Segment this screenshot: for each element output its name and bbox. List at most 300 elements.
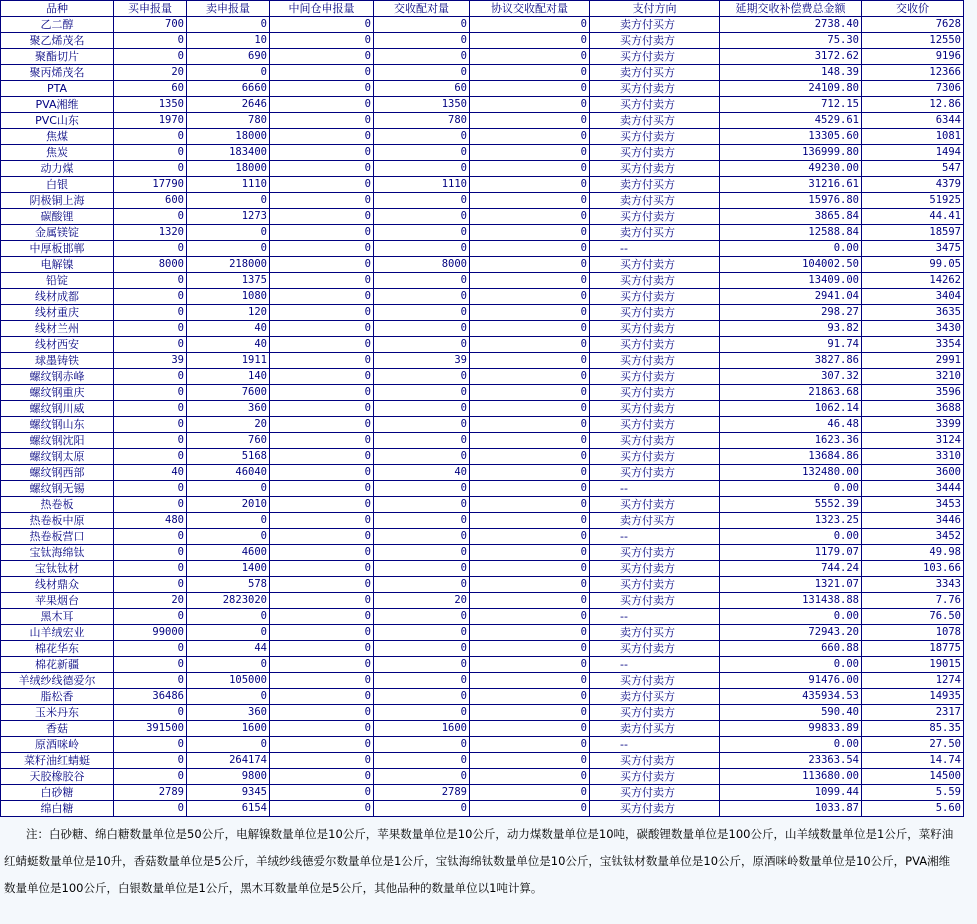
value-cell: 0.00 [720,481,862,497]
value-cell: 23363.54 [720,753,862,769]
value-cell: 17790 [114,177,187,193]
value-cell: 0 [374,337,470,353]
value-cell: 0 [470,273,590,289]
product-name-cell: 焦煤 [1,129,114,145]
table-row [1,433,964,449]
value-cell: 14500 [862,769,964,785]
header-cell: 品种 [1,1,114,17]
product-name-cell: 线材鼎众 [1,577,114,593]
table-row [1,289,964,305]
value-cell: 780 [374,113,470,129]
payment-direction-cell: 买方付卖方 [590,401,720,417]
value-cell: 1350 [374,97,470,113]
value-cell: 40 [187,337,270,353]
payment-direction-cell: 卖方付买方 [590,17,720,33]
table-row [1,769,964,785]
value-cell: 0 [470,785,590,801]
value-cell: 0 [270,609,374,625]
value-cell: 0 [187,529,270,545]
table-row [1,113,964,129]
value-cell: 0 [270,385,374,401]
table-row [1,577,964,593]
value-cell: 0 [114,673,187,689]
table-row [1,257,964,273]
value-cell: 15976.80 [720,193,862,209]
value-cell: 0 [114,369,187,385]
payment-direction-cell: 卖方付买方 [590,625,720,641]
value-cell: 105000 [187,673,270,689]
value-cell: 2738.40 [720,17,862,33]
value-cell: 3430 [862,321,964,337]
value-cell: 10 [187,33,270,49]
value-cell: 1323.25 [720,513,862,529]
value-cell: 0 [374,545,470,561]
table-row [1,177,964,193]
value-cell: 0 [270,593,374,609]
payment-direction-cell: 买方付卖方 [590,273,720,289]
table-row [1,417,964,433]
value-cell: 18775 [862,641,964,657]
value-cell: 0 [114,449,187,465]
value-cell: 0 [470,433,590,449]
product-name-cell: 羊绒纱线德爱尔 [1,673,114,689]
value-cell: 0 [374,753,470,769]
product-name-cell: 线材兰州 [1,321,114,337]
value-cell: 1320 [114,225,187,241]
value-cell: 0 [374,305,470,321]
table-row [1,481,964,497]
value-cell: 0 [114,497,187,513]
value-cell: 132480.00 [720,465,862,481]
value-cell: 0 [374,769,470,785]
value-cell: 7628 [862,17,964,33]
value-cell: 0 [470,161,590,177]
value-cell: 3310 [862,449,964,465]
value-cell: 0 [114,49,187,65]
payment-direction-cell: 买方付卖方 [590,417,720,433]
value-cell: 85.35 [862,721,964,737]
value-cell: 0 [114,129,187,145]
value-cell: 99833.89 [720,721,862,737]
value-cell: 60 [114,81,187,97]
payment-direction-cell: 买方付卖方 [590,257,720,273]
value-cell: 0 [374,289,470,305]
table-row [1,561,964,577]
value-cell: 0 [470,641,590,657]
payment-direction-cell: 买方付卖方 [590,209,720,225]
value-cell: 0 [374,513,470,529]
value-cell: 1321.07 [720,577,862,593]
value-cell: 99000 [114,625,187,641]
value-cell: 0 [374,129,470,145]
value-cell: 0 [270,481,374,497]
value-cell: 2941.04 [720,289,862,305]
value-cell: 9345 [187,785,270,801]
product-name-cell: 阴极铜上海 [1,193,114,209]
payment-direction-cell: 买方付卖方 [590,801,720,817]
value-cell: 3399 [862,417,964,433]
product-name-cell: 热卷板营口 [1,529,114,545]
value-cell: 20 [187,417,270,433]
value-cell: 40 [114,465,187,481]
value-cell: 0 [470,241,590,257]
value-cell: 0 [470,529,590,545]
value-cell: 3446 [862,513,964,529]
payment-direction-cell: 买方付卖方 [590,145,720,161]
value-cell: 0 [470,737,590,753]
product-name-cell: 天胶橡胶谷 [1,769,114,785]
value-cell: 0 [270,689,374,705]
value-cell: 14.74 [862,753,964,769]
value-cell: 3210 [862,369,964,385]
product-name-cell: 线材重庆 [1,305,114,321]
value-cell: 12.86 [862,97,964,113]
table-row [1,657,964,673]
value-cell: 18597 [862,225,964,241]
value-cell: 0 [114,33,187,49]
header-cell: 买申报量 [114,1,187,17]
value-cell: 0 [374,65,470,81]
payment-direction-cell: 买方付卖方 [590,97,720,113]
value-cell: 0 [270,785,374,801]
value-cell: 120 [187,305,270,321]
product-name-cell: 玉米丹东 [1,705,114,721]
value-cell: 0 [470,209,590,225]
value-cell: 3124 [862,433,964,449]
table-row [1,529,964,545]
value-cell: 2823020 [187,593,270,609]
value-cell: 39 [374,353,470,369]
value-cell: 0 [270,177,374,193]
value-cell: 0 [187,689,270,705]
product-name-cell: 中厚板邯郸 [1,241,114,257]
value-cell: 148.39 [720,65,862,81]
value-cell: 104002.50 [720,257,862,273]
payment-direction-cell: 卖方付买方 [590,65,720,81]
value-cell: 0 [470,673,590,689]
value-cell: 0 [470,609,590,625]
value-cell: 12366 [862,65,964,81]
value-cell: 0.00 [720,529,862,545]
value-cell: 0 [374,385,470,401]
table-row [1,17,964,33]
value-cell: 0 [470,449,590,465]
value-cell: 0 [374,401,470,417]
value-cell: 0 [270,801,374,817]
value-cell: 1970 [114,113,187,129]
value-cell: 3475 [862,241,964,257]
product-name-cell: 香菇 [1,721,114,737]
table-row [1,625,964,641]
value-cell: 3452 [862,529,964,545]
value-cell: 0 [374,17,470,33]
payment-direction-cell: 买方付卖方 [590,705,720,721]
value-cell: 0 [270,465,374,481]
value-cell: 0 [270,417,374,433]
product-name-cell: 乙二醇 [1,17,114,33]
value-cell: 744.24 [720,561,862,577]
value-cell: 0 [374,241,470,257]
value-cell: 0 [470,481,590,497]
value-cell: 0 [270,33,374,49]
payment-direction-cell: 买方付卖方 [590,673,720,689]
table-body [1,17,964,817]
value-cell: 391500 [114,721,187,737]
value-cell: 0 [114,209,187,225]
product-name-cell: 热卷板中原 [1,513,114,529]
value-cell: 0 [270,321,374,337]
value-cell: 1623.36 [720,433,862,449]
value-cell: 91.74 [720,337,862,353]
value-cell: 0 [374,209,470,225]
value-cell: 0 [114,417,187,433]
payment-direction-cell: 卖方付买方 [590,177,720,193]
value-cell: 0 [470,177,590,193]
value-cell: 0 [470,401,590,417]
value-cell: 12550 [862,33,964,49]
product-name-cell: 绵白糖 [1,801,114,817]
value-cell: 1062.14 [720,401,862,417]
value-cell: 93.82 [720,321,862,337]
value-cell: 12588.84 [720,225,862,241]
product-name-cell: 棉花新疆 [1,657,114,673]
product-name-cell: 动力煤 [1,161,114,177]
value-cell: 1274 [862,673,964,689]
table-row [1,609,964,625]
value-cell: 49.98 [862,545,964,561]
payment-direction-cell: -- [590,241,720,257]
value-cell: 1081 [862,129,964,145]
value-cell: 2646 [187,97,270,113]
product-name-cell: 苹果烟台 [1,593,114,609]
value-cell: 0 [114,161,187,177]
value-cell: 0 [374,417,470,433]
product-name-cell: 白砂糖 [1,785,114,801]
value-cell: 0 [270,625,374,641]
table-row [1,801,964,817]
value-cell: 0 [470,81,590,97]
value-cell: 131438.88 [720,593,862,609]
table-row [1,593,964,609]
value-cell: 113680.00 [720,769,862,785]
value-cell: 0 [470,417,590,433]
table-row [1,449,964,465]
value-cell: 3596 [862,385,964,401]
value-cell: 18000 [187,161,270,177]
value-cell: 0 [470,545,590,561]
value-cell: 0 [187,657,270,673]
value-cell: 3444 [862,481,964,497]
value-cell: 1400 [187,561,270,577]
header-cell: 中间仓申报量 [270,1,374,17]
value-cell: 0 [270,273,374,289]
value-cell: 0 [270,145,374,161]
value-cell: 0 [374,689,470,705]
value-cell: 0 [270,337,374,353]
value-cell: 0 [114,753,187,769]
value-cell: 21863.68 [720,385,862,401]
table-row [1,33,964,49]
value-cell: 14262 [862,273,964,289]
value-cell: 0 [270,497,374,513]
value-cell: 0 [270,225,374,241]
payment-direction-cell: -- [590,657,720,673]
value-cell: 8000 [114,257,187,273]
payment-direction-cell: 买方付卖方 [590,321,720,337]
product-name-cell: 白银 [1,177,114,193]
value-cell: 0 [270,545,374,561]
table-row [1,705,964,721]
value-cell: 91476.00 [720,673,862,689]
value-cell: 578 [187,577,270,593]
payment-direction-cell: -- [590,737,720,753]
value-cell: 0 [270,529,374,545]
product-name-cell: 脂松香 [1,689,114,705]
value-cell: 13305.60 [720,129,862,145]
value-cell: 140 [187,369,270,385]
value-cell: 0 [374,577,470,593]
table-row [1,321,964,337]
table-row [1,241,964,257]
value-cell: 0 [470,705,590,721]
table-row [1,513,964,529]
value-cell: 0 [187,225,270,241]
value-cell: 0 [270,561,374,577]
value-cell: 0 [374,529,470,545]
value-cell: 0 [470,113,590,129]
value-cell: 298.27 [720,305,862,321]
value-cell: 31216.61 [720,177,862,193]
value-cell: 2010 [187,497,270,513]
table-row [1,209,964,225]
value-cell: 6154 [187,801,270,817]
value-cell: 0 [114,433,187,449]
value-cell: 36486 [114,689,187,705]
value-cell: 0 [374,161,470,177]
value-cell: 0 [270,113,374,129]
value-cell: 0 [374,273,470,289]
table-row [1,273,964,289]
value-cell: 2789 [374,785,470,801]
value-cell: 0 [270,449,374,465]
table-row [1,49,964,65]
payment-direction-cell: 买方付卖方 [590,129,720,145]
value-cell: 0 [270,305,374,321]
value-cell: 0 [270,673,374,689]
product-name-cell: 螺纹钢西部 [1,465,114,481]
table-row [1,305,964,321]
product-name-cell: 螺纹钢无锡 [1,481,114,497]
table-row [1,353,964,369]
value-cell: 3343 [862,577,964,593]
value-cell: 0 [114,529,187,545]
value-cell: 0 [270,65,374,81]
payment-direction-cell: 卖方付买方 [590,721,720,737]
table-row [1,721,964,737]
value-cell: 3354 [862,337,964,353]
table-row [1,337,964,353]
value-cell: 24109.80 [720,81,862,97]
value-cell: 72943.20 [720,625,862,641]
product-name-cell: 螺纹钢赤峰 [1,369,114,385]
product-name-cell: 聚酯切片 [1,49,114,65]
value-cell: 51925 [862,193,964,209]
table-row [1,145,964,161]
value-cell: 1375 [187,273,270,289]
value-cell: 0 [270,657,374,673]
value-cell: 7306 [862,81,964,97]
value-cell: 0 [270,17,374,33]
value-cell: 0 [470,321,590,337]
payment-direction-cell: 买方付卖方 [590,161,720,177]
product-name-cell: 电解镍 [1,257,114,273]
value-cell: 0 [470,657,590,673]
payment-direction-cell: 卖方付买方 [590,113,720,129]
value-cell: 1494 [862,145,964,161]
value-cell: 0 [470,769,590,785]
product-name-cell: 螺纹钢沈阳 [1,433,114,449]
value-cell: 0 [187,609,270,625]
payment-direction-cell: 买方付卖方 [590,81,720,97]
value-cell: 0 [270,369,374,385]
value-cell: 0 [470,129,590,145]
value-cell: 0 [270,769,374,785]
value-cell: 0 [374,369,470,385]
value-cell: 2317 [862,705,964,721]
value-cell: 360 [187,401,270,417]
value-cell: 0 [470,625,590,641]
value-cell: 1911 [187,353,270,369]
value-cell: 0 [114,705,187,721]
value-cell: 0 [470,225,590,241]
value-cell: 0 [270,161,374,177]
value-cell: 0 [374,49,470,65]
value-cell: 0.00 [720,657,862,673]
header-cell: 卖申报量 [187,1,270,17]
value-cell: 46040 [187,465,270,481]
value-cell: 780 [187,113,270,129]
value-cell: 1080 [187,289,270,305]
payment-direction-cell: 买方付卖方 [590,33,720,49]
value-cell: 0 [470,753,590,769]
payment-direction-cell: -- [590,481,720,497]
value-cell: 0 [374,321,470,337]
table-row [1,401,964,417]
product-name-cell: 线材西安 [1,337,114,353]
value-cell: 3172.62 [720,49,862,65]
value-cell: 0 [114,145,187,161]
value-cell: 1600 [187,721,270,737]
value-cell: 0.00 [720,609,862,625]
value-cell: 1099.44 [720,785,862,801]
value-cell: 4379 [862,177,964,193]
value-cell: 0 [270,49,374,65]
value-cell: 0 [114,657,187,673]
value-cell: 0 [470,337,590,353]
payment-direction-cell: 买方付卖方 [590,577,720,593]
value-cell: 3865.84 [720,209,862,225]
value-cell: 0 [470,65,590,81]
value-cell: 0 [374,433,470,449]
value-cell: 480 [114,513,187,529]
value-cell: 0 [270,401,374,417]
value-cell: 183400 [187,145,270,161]
value-cell: 0 [187,193,270,209]
value-cell: 0 [470,497,590,513]
value-cell: 136999.80 [720,145,862,161]
value-cell: 0 [470,465,590,481]
table-row [1,785,964,801]
